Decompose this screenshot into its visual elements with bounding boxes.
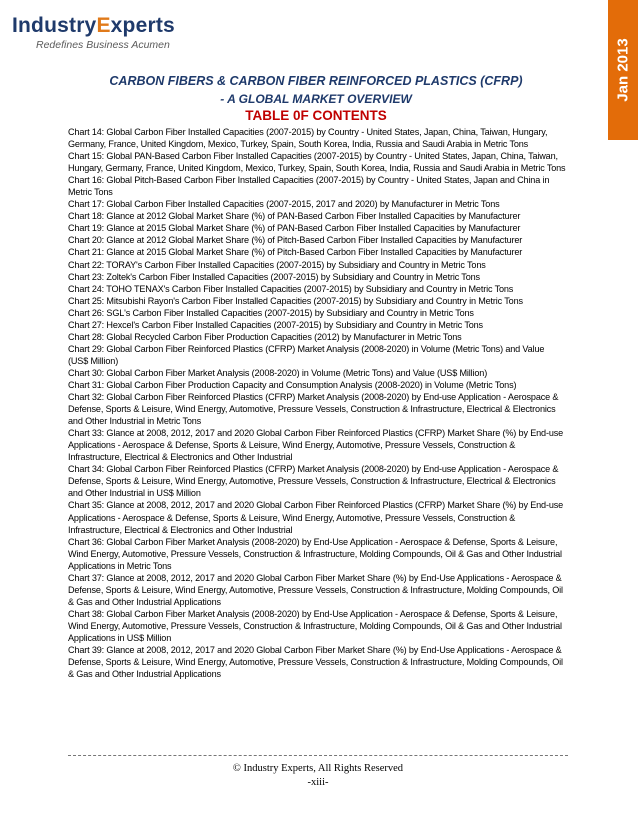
toc-entry[interactable]: Chart 14: Global Carbon Fiber Installed Capacities (2007-2015) by Country - United States, Japan, China, Taiwan, Hungary, Germany, France, United Kingdom, Mexico, Turkey, Spain, South Korea, India, Russia and Saudi Arabia in Metric Tons: [68, 127, 548, 150]
toc-heading: TABLE 0F CONTENTS: [245, 108, 387, 123]
toc-entry[interactable]: Chart 33: Glance at 2008, 2012, 2017 and 2020 Global Carbon Fiber Reinforced Plastics (CFRP) Market Share (%) by End-use Applications - Aerospace & Defense, Sports & Leisure, Wind Energy, Automotive, Pressure Vessels, Construction & Infrastructure, Electrical & Electronics and Other Industrial: [68, 428, 564, 463]
toc-entry[interactable]: Chart 24: TOHO TENAX's Carbon Fiber Installed Capacities (2007-2015) by Subsidiary and Country in Metric Tons: [68, 283, 514, 294]
toc-entry[interactable]: Chart 29: Global Carbon Fiber Reinforced Plastics (CFRP) Market Analysis (2008-2020) in Volume (Metric Tons) and Value (US$ Million): [68, 343, 545, 366]
toc-entry[interactable]: Chart 27: Hexcel's Carbon Fiber Installed Capacities (2007-2015) by Subsidiary and Country in Metric Tons: [68, 319, 483, 330]
toc-entry[interactable]: Chart 20: Glance at 2012 Global Market Share (%) of Pitch-Based Carbon Fiber Installed Capacities by Manufacturer: [68, 235, 523, 246]
toc-entry[interactable]: Chart 38: Global Carbon Fiber Market Analysis (2008-2020) by End-Use Application - Aerospace & Defense, Sports & Leisure, Wind Energy, Automotive, Pressure Vessels, Construction & Infrastructure, Molding Compounds, Oil & Gas and Other Industrial Applications in US$ Million: [68, 608, 562, 643]
toc-entry[interactable]: Chart 30: Global Carbon Fiber Market Analysis (2008-2020) in Volume (Metric Tons) and Value (US$ Million): [68, 367, 488, 378]
toc-entry[interactable]: Chart 15: Global PAN-Based Carbon Fiber Installed Capacities (2007-2015) by Country - United States, Japan, China, Taiwan, Hungary, Germany, France, United Kingdom, Mexico, Turkey, Spain, South Korea, India, Russia and Saudi Arabia in Metric Tons: [68, 151, 566, 174]
toc-entry[interactable]: Chart 17: Global Carbon Fiber Installed Capacities (2007-2015, 2017 and 2020) by Manufacturer in Metric Tons: [68, 199, 500, 210]
toc-entry[interactable]: Chart 37: Glance at 2008, 2012, 2017 and 2020 Global Carbon Fiber Market Share (%) by End-Use Applications - Aerospace & Defense, Sports & Leisure, Wind Energy, Automotive, Pressure Vessels, Construction & Infrastructure, Molding Compounds, Oil & Gas and Other Industrial Applications: [68, 572, 563, 607]
table-of-contents: [68, 126, 566, 680]
toc-entry[interactable]: Chart 19: Glance at 2015 Global Market Share (%) of PAN-Based Carbon Fiber Installed Capacities by Manufacturer: [68, 223, 521, 234]
copyright-notice: © Industry Experts, All Rights Reserved: [232, 763, 404, 774]
toc-entry[interactable]: Chart 32: Global Carbon Fiber Reinforced Plastics (CFRP) Market Analysis (2008-2020) by End-use Application - Aerospace & Defense, Sports & Leisure, Wind Energy, Automotive, Pressure Vessels, Construction & Infrastructure, Electrical & Electronics and Other Industrial in Metric Tons: [68, 392, 559, 427]
logo-tagline: Redefines Business Acumen: [36, 39, 170, 51]
toc-entry[interactable]: Chart 25: Mitsubishi Rayon's Carbon Fiber Installed Capacities (2007-2015) by Subsidiary and Country in Metric Tons: [68, 295, 523, 306]
company-logo: [12, 14, 212, 58]
logo-word-industry: Industry: [12, 14, 97, 37]
logo-wordmark: [12, 14, 212, 38]
logo-word-xperts: xperts: [110, 14, 175, 37]
toc-entry[interactable]: Chart 23: Zoltek's Carbon Fiber Installed Capacities (2007-2015) by Subsidiary and Country in Metric Tons: [68, 271, 480, 282]
page-number: -xiii-: [307, 777, 329, 788]
logo-e-mark: E: [96, 14, 111, 37]
footer-divider: [68, 755, 568, 756]
toc-entry[interactable]: Chart 28: Global Recycled Carbon Fiber Production Capacities (2012) by Manufacturer in Metric Tons: [68, 331, 462, 342]
toc-entry[interactable]: Chart 39: Glance at 2008, 2012, 2017 and 2020 Global Carbon Fiber Market Share (%) by End-Use Applications - Aerospace & Defense, Sports & Leisure, Wind Energy, Automotive, Pressure Vessels, Construction & Infrastructure, Molding Compounds, Oil & Gas and Other Industrial Applications: [68, 645, 563, 680]
toc-entry[interactable]: Chart 26: SGL's Carbon Fiber Installed Capacities (2007-2015) by Subsidiary and Country in Metric Tons: [68, 307, 474, 318]
toc-entry[interactable]: Chart 34: Global Carbon Fiber Reinforced Plastics (CFRP) Market Analysis (2008-2020) by End-use Application - Aerospace & Defense, Sports & Leisure, Wind Energy, Automotive, Pressure Vessels, Construction & Infrastructure, Electrical & Electronics and Other Industrial in US$ Million: [68, 464, 559, 499]
toc-entry[interactable]: Chart 31: Global Carbon Fiber Production Capacity and Consumption Analysis (2008-2020) in Volume (Metric Tons): [68, 379, 517, 390]
toc-entry[interactable]: Chart 16: Global Pitch-Based Carbon Fiber Installed Capacities (2007-2015) by Country - United States, Japan and China in Metric Tons: [68, 175, 550, 198]
toc-entry[interactable]: Chart 35: Glance at 2008, 2012, 2017 and 2020 Global Carbon Fiber Reinforced Plastics (CFRP) Market Share (%) by End-use Applications - Aerospace & Defense, Sports & Leisure, Wind Energy, Automotive, Pressure Vessels, Construction & Infrastructure, Electrical & Electronics and Other Industrial: [68, 500, 564, 535]
toc-entry[interactable]: Chart 18: Glance at 2012 Global Market Share (%) of PAN-Based Carbon Fiber Installed Capacities by Manufacturer: [68, 211, 521, 222]
date-label: Jan 2013: [614, 38, 632, 102]
report-subtitle: - A GLOBAL MARKET OVERVIEW: [220, 92, 412, 106]
report-title: CARBON FIBERS & CARBON FIBER REINFORCED PLASTICS (CFRP): [109, 74, 523, 88]
toc-entry[interactable]: Chart 22: TORAY's Carbon Fiber Installed Capacities (2007-2015) by Subsidiary and Country in Metric Tons: [68, 259, 486, 270]
date-tab: [608, 0, 638, 140]
toc-entry[interactable]: Chart 21: Glance at 2015 Global Market Share (%) of Pitch-Based Carbon Fiber Installed Capacities by Manufacturer: [68, 247, 523, 258]
toc-entry[interactable]: Chart 36: Global Carbon Fiber Market Analysis (2008-2020) by End-Use Application - Aerospace & Defense, Sports & Leisure, Wind Energy, Automotive, Pressure Vessels, Construction & Infrastructure, Molding Compounds, Oil & Gas and Other Industrial Applications in Metric Tons: [68, 536, 562, 571]
